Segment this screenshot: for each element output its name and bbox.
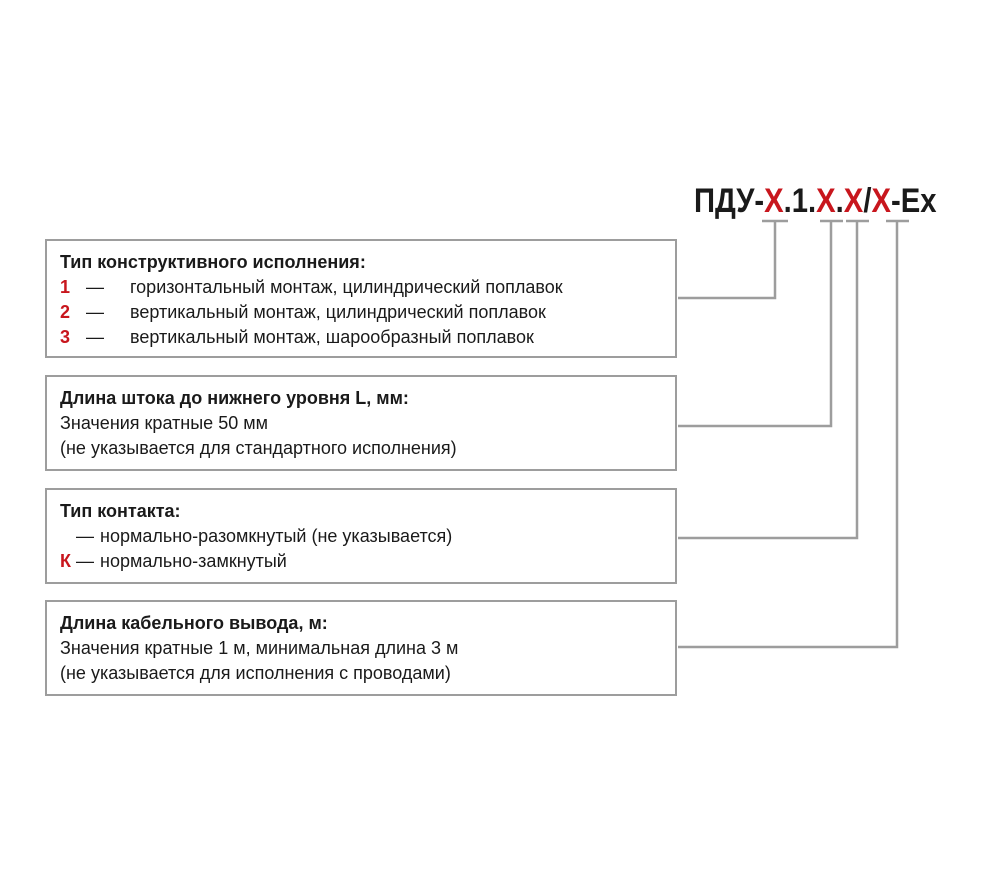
rod-length-title: Длина штока до нижнего уровня L, мм:	[60, 388, 409, 408]
option-key: 1	[60, 277, 71, 297]
cable-length-title: Длина кабельного вывода, м:	[60, 613, 328, 633]
connector-construction	[678, 221, 775, 298]
code-part-x2: Х	[816, 182, 836, 220]
contact-option-2	[60, 549, 663, 574]
construction-type-title: Тип конструктивного исполнения:	[60, 252, 366, 272]
option-text: вертикальный монтаж, шарообразный поплавок	[130, 327, 534, 347]
code-part-prefix: ПДУ-	[694, 182, 765, 220]
code-part-slash: /	[863, 182, 872, 220]
cable-length-box	[45, 600, 677, 696]
option-key: 2	[60, 302, 71, 322]
contact-type-title: Тип контакта:	[60, 501, 181, 521]
option-text: нормально-разомкнутый (не указывается)	[100, 526, 453, 546]
option-dash: —	[86, 277, 104, 297]
option-key: К	[60, 551, 71, 571]
code-part-x4: Х	[871, 182, 891, 220]
construction-type-box	[45, 239, 677, 358]
option-dash: —	[76, 526, 94, 546]
connector-rod-length	[678, 221, 831, 426]
option-dash: —	[76, 551, 94, 571]
option-text: нормально-замкнутый	[100, 551, 287, 571]
option-dash: —	[86, 302, 104, 322]
code-part-mid2: .	[835, 182, 844, 220]
cable-length-line-1: Значения кратные 1 м, минимальная длина 3 м	[60, 638, 459, 658]
cable-length-line-2: (не указывается для исполнения с проводами)	[60, 663, 451, 683]
contact-type-box	[45, 488, 677, 584]
code-part-x3: Х	[843, 182, 864, 220]
construction-option-1	[60, 275, 663, 300]
code-part-x1: Х	[764, 182, 784, 220]
construction-option-2	[60, 300, 663, 325]
rod-length-line-1: Значения кратные 50 мм	[60, 413, 268, 433]
connector-cable-length	[678, 221, 897, 647]
construction-option-3	[60, 325, 663, 350]
product-code	[694, 178, 937, 224]
code-part-mid1: .1.	[783, 182, 817, 220]
option-text: вертикальный монтаж, цилиндрический поплавок	[130, 302, 546, 322]
option-dash: —	[86, 327, 104, 347]
rod-length-line-2: (не указывается для стандартного исполнения)	[60, 438, 457, 458]
rod-length-box	[45, 375, 677, 471]
contact-option-1	[60, 524, 663, 549]
option-key: 3	[60, 327, 71, 347]
option-text: горизонтальный монтаж, цилиндрический поплавок	[130, 277, 563, 297]
code-part-suffix: -Ex	[890, 182, 937, 220]
